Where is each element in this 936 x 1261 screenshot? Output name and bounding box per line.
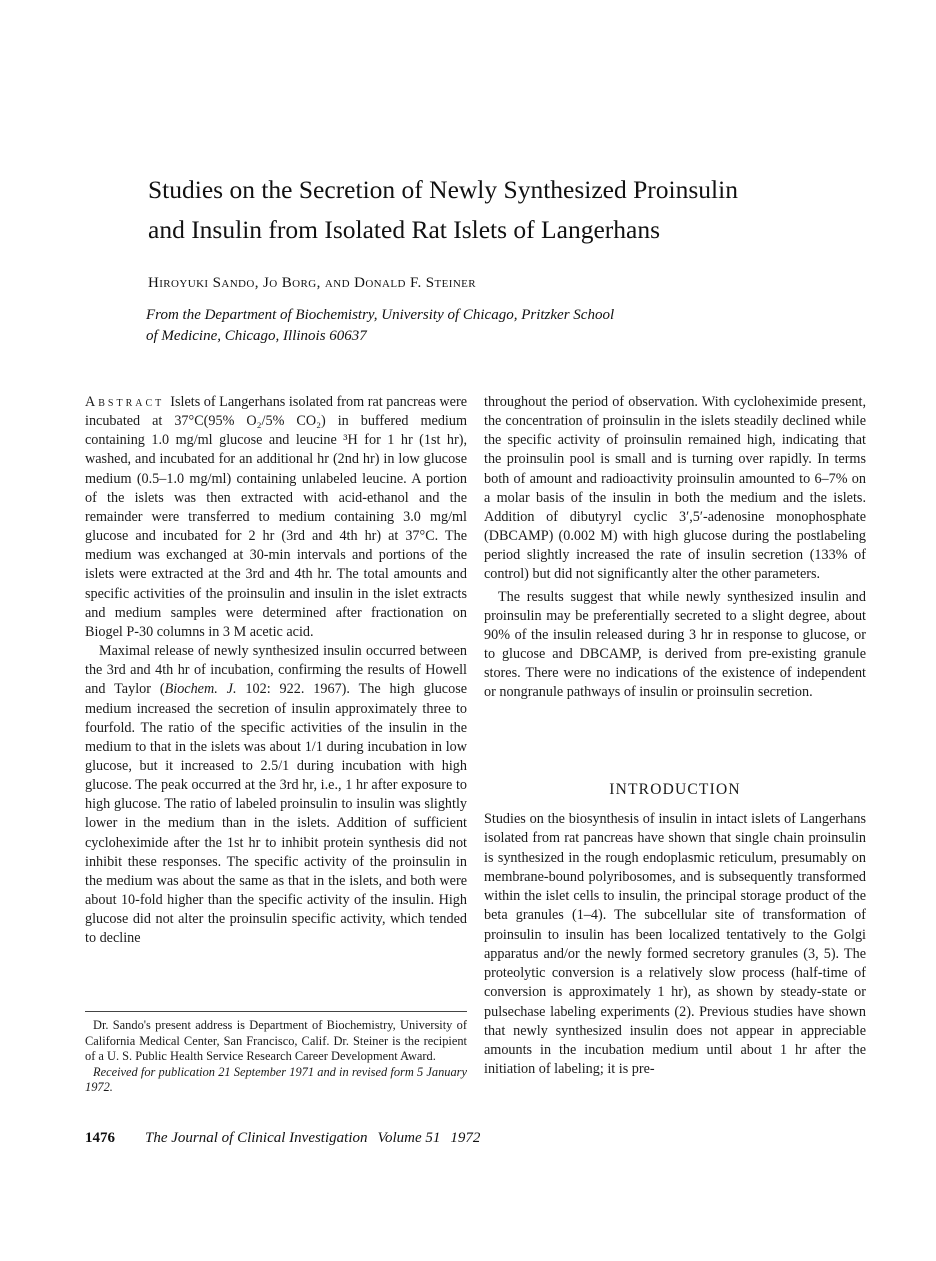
journal-volume: Volume 51 [377,1130,441,1146]
title-line-1: Studies on the Secretion of Newly Synthesized Proinsulin [148,175,738,204]
abstract-paragraph-2-continued: throughout the period of observation. With cycloheximide present, the concentration of proinsulin in the islets steadily declined while the specific activity of proinsulin remained high, indicating that the proinsulin pool is small and is turning over rapidly. In terms both of amount and radioactivity proinsulin amounted to 6–7% on a molar basis of the insulin in both the medium and the islets. Addition of dibutyryl cyclic 3′,5′-adenosine monophosphate (DBCAMP) (0.002 M) with high glucose during the postlabeling period slightly increased the rate of insulin secretion (133% of control) but did not significantly alter the other parameters. [484,394,866,583]
journal-year: 1972 [450,1130,481,1146]
affiliation [146,305,706,347]
footnote [85,1018,467,1096]
introduction-body [484,810,866,1080]
page-footer [85,1130,480,1147]
abstract-p1-text: Islets of Langerhans isolated from rat pancreas were incubated at 37°C(95% O₂/5% CO₂) in buffered medium containing 1.0 mg/ml glucose and leucine ³H for 1 hr (1st hr), washed, and incubated for an additional hr (2nd hr) in low glucose medium (0.5–1.0 mg/ml) containing unlabeled leucine. A portion of the islets was then extracted with acid-ethanol and the remainder were transferred to medium containing 3.0 mg/ml glucose and incubated for 2 hr (3rd and 4th hr) at 37°C. The medium was exchanged at 30-min intervals and portions of the islets were extracted at the 3rd and 4th hr. The total amounts and specific activities of the proinsulin and insulin in the islet extracts and medium samples were determined after fractionation on Biogel P-30 columns in 3 M acetic acid. [85,394,467,640]
affiliation-line-1: From the Department of Biochemistry, University of Chicago, Pritzker School [146,307,615,323]
affiliation-line-2: of Medicine, Chicago, Illinois 60637 [146,328,367,344]
abstract-citation: Biochem. J. [164,681,237,698]
journal-name: The Journal of Clinical Investigation [145,1130,368,1146]
page-number: 1476 [85,1130,115,1146]
abstract-p2-text-a: Maximal release of newly synthesized insulin occurred between the 3rd and 4th hr of incubation, confirming the results of Howell and Taylor ( [85,643,467,698]
abstract-left-column [85,393,467,949]
article-title [148,170,848,250]
abstract-paragraph-3: The results suggest that while newly synthesized insulin and proinsulin may be preferentially secreted to a slight degree, about 90% of the insulin released during 3 hr in response to glucose, or to glucose and DBCAMP, is derived from pre-existing granule stores. There were no indications of the existence of independent or nongranule pathways of insulin or proinsulin secretion. [484,588,866,701]
abstract-right-column [484,393,866,703]
abstract-label: Abstract [85,394,165,410]
abstract-p2-text-b: 102: 922. 1967). The high glucose medium increased the secretion of insulin approximately three to fourfold. The ratio of the specific activities of the insulin in the medium to that in the islets was about 1/1 during incubation in low glucose, but it increased to 2.5/1 during incubation with high glucose. The peak occurred at the 3rd hr, i.e., 1 hr after exposure to high glucose. The ratio of labeled proinsulin to insulin was slightly lower in the medium than in the islets. Addition of sufficient cycloheximide after the 1st hr to inhibit protein synthesis did not inhibit these responses. The specific activity of the proinsulin in the medium was about the same as that in the islets, and both were about 10-fold higher than the specific activity of the insulin. High glucose did not alter the proinsulin specific activity, which tended to decline [85,681,468,947]
abstract-paragraph-2 [85,642,467,949]
footnote-address: Dr. Sando's present address is Department of Biochemistry, University of California Medical Center, San Francisco, Calif. Dr. Steiner is the recipient of a U. S. Public Health Service Research Career Development Award. [85,1018,467,1064]
footnote-divider [85,1011,467,1012]
introduction-paragraph: Studies on the biosynthesis of insulin in intact islets of Langerhans isolated from rat pancreas have shown that single chain proinsulin is synthesized in the rough endoplasmic reticulum, presumably on membrane-bound polyribosomes, and is subsequently transformed within the islet cells to insulin, the principal storage product of the beta granules (1–4). The subcellular site of transformation of proinsulin to insulin has been localized tentatively to the Golgi apparatus and/or the newly formed secretory granules (3, 5). The proteolytic conversion is a relatively slow process (half-time of conversion is approximately 1 hr), as shown by steady-state or pulsechase labeling experiments (2). Previous studies have shown that newly synthesized insulin does not appear in appreciable amounts in the incubation medium until about 1 hr after the initiation of labeling; it is pre- [484,811,866,1078]
footnote-received: Received for publication 21 September 1971 and in revised form 5 January 1972. [85,1064,467,1095]
author-list: Hiroyuki Sando, Jo Borg, and Donald F. Steiner [148,275,477,291]
introduction-heading: INTRODUCTION [609,781,741,798]
abstract-paragraph-1 [85,393,467,642]
title-line-2: and Insulin from Isolated Rat Islets of Langerhans [148,215,660,244]
